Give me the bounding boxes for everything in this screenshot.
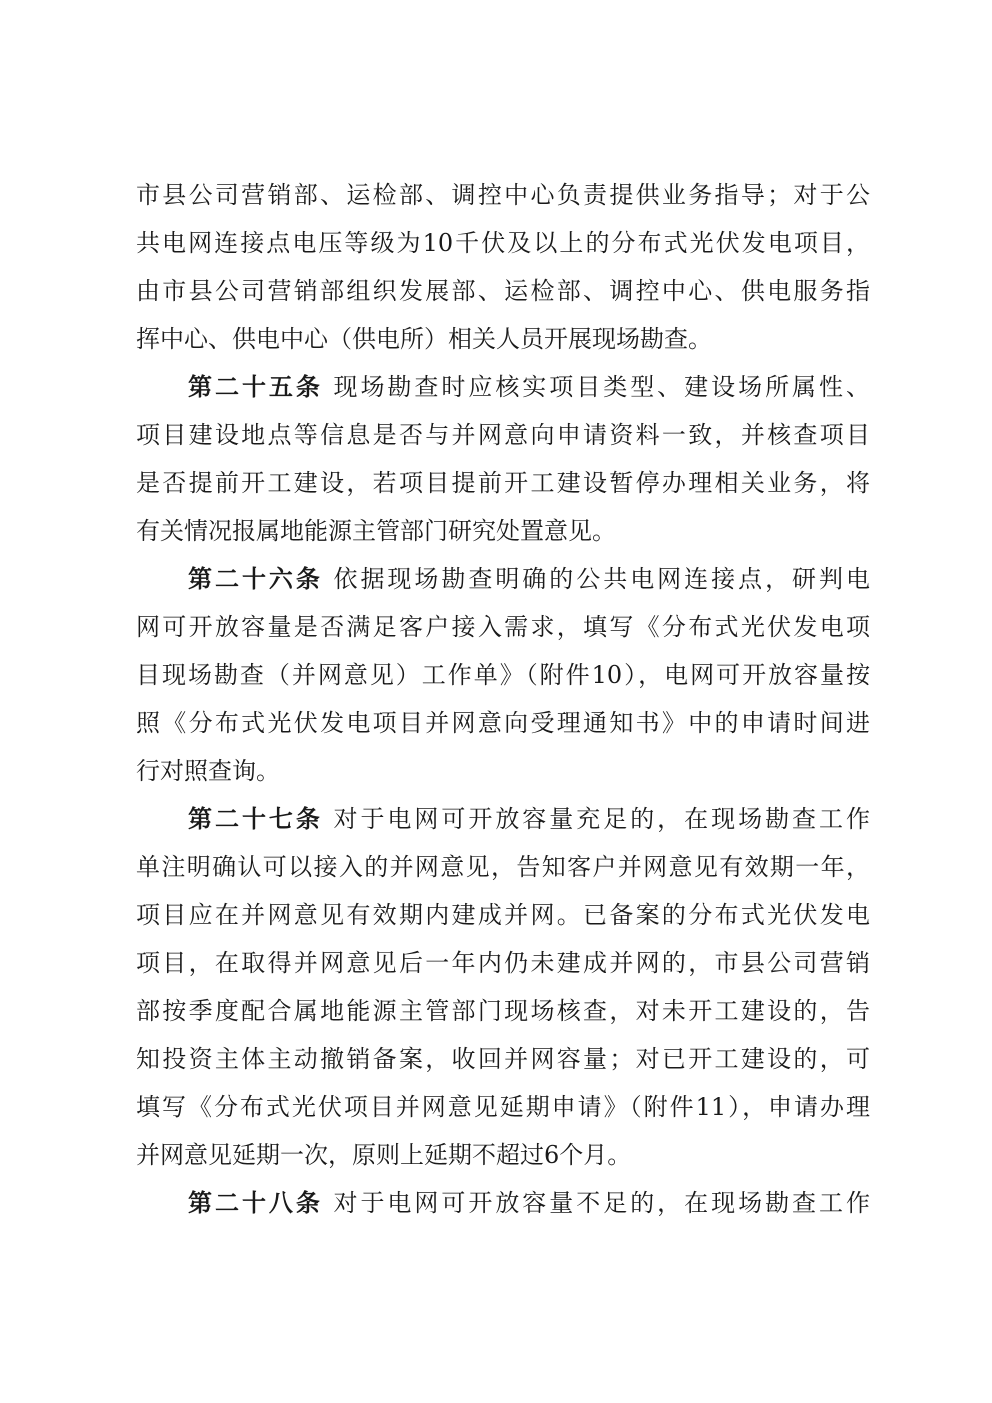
text-line <box>136 175 870 215</box>
text-line <box>136 319 870 359</box>
line-text: 对于电网可开放容量不足的，在现场勘查工作 <box>333 1189 870 1217</box>
text-line <box>136 271 870 311</box>
article-line <box>188 799 870 839</box>
article-heading: 第二十八条 <box>188 1188 323 1217</box>
line-text: 由市县公司营销部组织发展部、运检部、调控中心、供电服务指 <box>136 277 870 305</box>
line-text: 照《分布式光伏发电项目并网意向受理通知书》中的申请时间进 <box>136 709 870 737</box>
line-text: 是否提前开工建设，若项目提前开工建设暂停办理相关业务，将 <box>136 469 870 497</box>
text-line <box>136 655 870 695</box>
text-line <box>136 895 870 935</box>
line-text: 现场勘查时应核实项目类型、建设场所属性、 <box>333 373 870 401</box>
text-line <box>136 847 870 887</box>
line-text: 对于电网可开放容量充足的，在现场勘查工作 <box>333 805 870 833</box>
line-text: 挥中心、供电中心（供电所）相关人员开展现场勘查。 <box>136 325 712 353</box>
article-line <box>188 367 870 407</box>
text-line <box>136 991 870 1031</box>
text-line <box>136 1039 870 1079</box>
line-text: 行对照查询。 <box>136 757 280 785</box>
article-heading: 第二十六条 <box>188 564 323 593</box>
line-text: 部按季度配合属地能源主管部门现场核查，对未开工建设的，告 <box>136 997 870 1025</box>
line-text: 填写《分布式光伏项目并网意见延期申请》（附件11），申请办理 <box>136 1093 870 1121</box>
text-line <box>136 943 870 983</box>
line-text: 依据现场勘查明确的公共电网连接点，研判电 <box>333 565 870 593</box>
text-line <box>136 751 870 791</box>
text-line <box>136 1087 870 1127</box>
line-text: 单注明确认可以接入的并网意见，告知客户并网意见有效期一年， <box>136 853 870 881</box>
line-text: 目现场勘查（并网意见）工作单》（附件10），电网可开放容量按 <box>136 661 870 689</box>
line-text: 项目建设地点等信息是否与并网意向申请资料一致，并核查项目 <box>136 421 870 449</box>
text-line <box>136 223 870 263</box>
text-line <box>136 511 870 551</box>
line-text: 知投资主体主动撤销备案，收回并网容量；对已开工建设的，可 <box>136 1045 870 1073</box>
line-text: 并网意见延期一次，原则上延期不超过6个月。 <box>136 1141 632 1169</box>
text-line <box>136 703 870 743</box>
article-heading: 第二十七条 <box>188 804 323 833</box>
text-line <box>136 415 870 455</box>
article-line <box>188 1183 870 1223</box>
article-heading: 第二十五条 <box>188 372 323 401</box>
text-line <box>136 1135 870 1175</box>
line-text: 市县公司营销部、运检部、调控中心负责提供业务指导；对于公 <box>136 181 870 209</box>
line-text: 项目，在取得并网意见后一年内仍未建成并网的，市县公司营销 <box>136 949 870 977</box>
line-text: 网可开放容量是否满足客户接入需求，填写《分布式光伏发电项 <box>136 613 870 641</box>
text-line <box>136 607 870 647</box>
line-text: 共电网连接点电压等级为10千伏及以上的分布式光伏发电项目， <box>136 229 870 257</box>
line-text: 项目应在并网意见有效期内建成并网。已备案的分布式光伏发电 <box>136 901 870 929</box>
line-text: 有关情况报属地能源主管部门研究处置意见。 <box>136 517 616 545</box>
article-line <box>188 559 870 599</box>
text-line <box>136 463 870 503</box>
